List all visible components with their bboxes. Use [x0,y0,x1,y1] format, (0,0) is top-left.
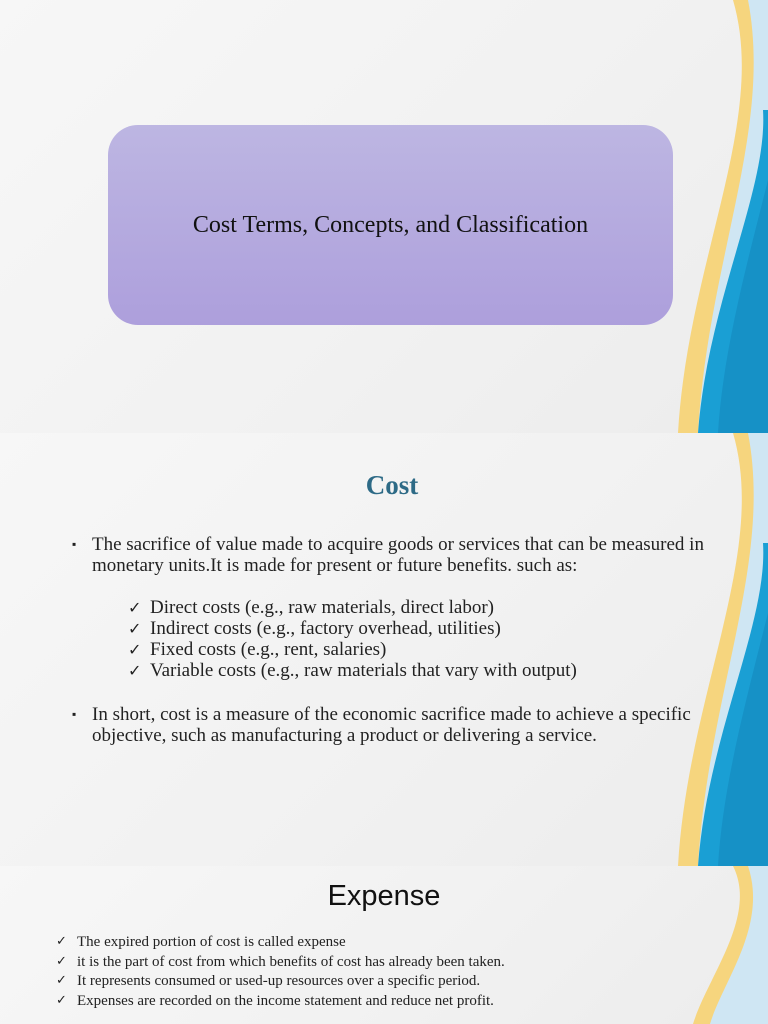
list-item [56,933,505,953]
cost-summary-bullet [72,704,732,746]
list-item-text: Fixed costs (e.g., rent, salaries) [150,639,387,660]
list-item [56,992,505,1012]
list-item [128,597,577,618]
list-item-text: Variable costs (e.g., raw materials that vary with output) [150,660,577,681]
bullet-text-line: The sacrifice of value made to acquire goods or services that can be measured in [92,534,704,555]
title-box [108,125,673,325]
list-item [128,639,577,660]
bullet-text-line: monetary units.It is made for present or future benefits. such as: [92,555,578,576]
list-item [56,972,505,992]
slide-expense [0,866,768,1024]
expense-list [56,933,505,1011]
check-icon: ✓ [56,992,67,1008]
list-item-text: Indirect costs (e.g., factory overhead, utilities) [150,618,501,639]
square-bullet-icon: ▪ [72,707,77,721]
check-icon: ✓ [128,661,142,680]
bullet-text-line: In short, cost is a measure of the economic sacrifice made to achieve a specific [92,704,691,725]
slide-title [0,0,768,433]
list-item [128,660,577,681]
expense-heading: Expense [327,880,441,912]
cost-examples-list [128,597,577,681]
cost-heading: Cost [365,470,419,500]
check-icon: ✓ [56,953,67,969]
slide-cost [0,433,768,866]
list-item-text: The expired portion of cost is called expense [77,934,346,950]
check-icon: ✓ [128,598,142,617]
slide-title-text: Cost Terms, Concepts, and Classification [192,211,589,238]
list-item [128,618,577,639]
check-icon: ✓ [128,640,142,659]
check-icon: ✓ [56,973,67,988]
bullet-text-line: objective, such as manufacturing a product or delivering a service. [92,725,597,746]
list-item-text: Expenses are recorded on the income statement and reduce net profit. [77,992,494,1009]
list-item-text: Direct costs (e.g., raw materials, direct labor) [150,597,494,618]
list-item-text: it is the part of cost from which benefits of cost has already been taken. [77,953,505,970]
list-item-text: It represents consumed or used-up resources over a specific period. [77,973,481,989]
check-icon: ✓ [56,934,67,949]
list-item [56,953,505,973]
square-bullet-icon: ▪ [72,537,77,551]
cost-definition-bullet [72,534,732,576]
check-icon: ✓ [128,619,142,638]
